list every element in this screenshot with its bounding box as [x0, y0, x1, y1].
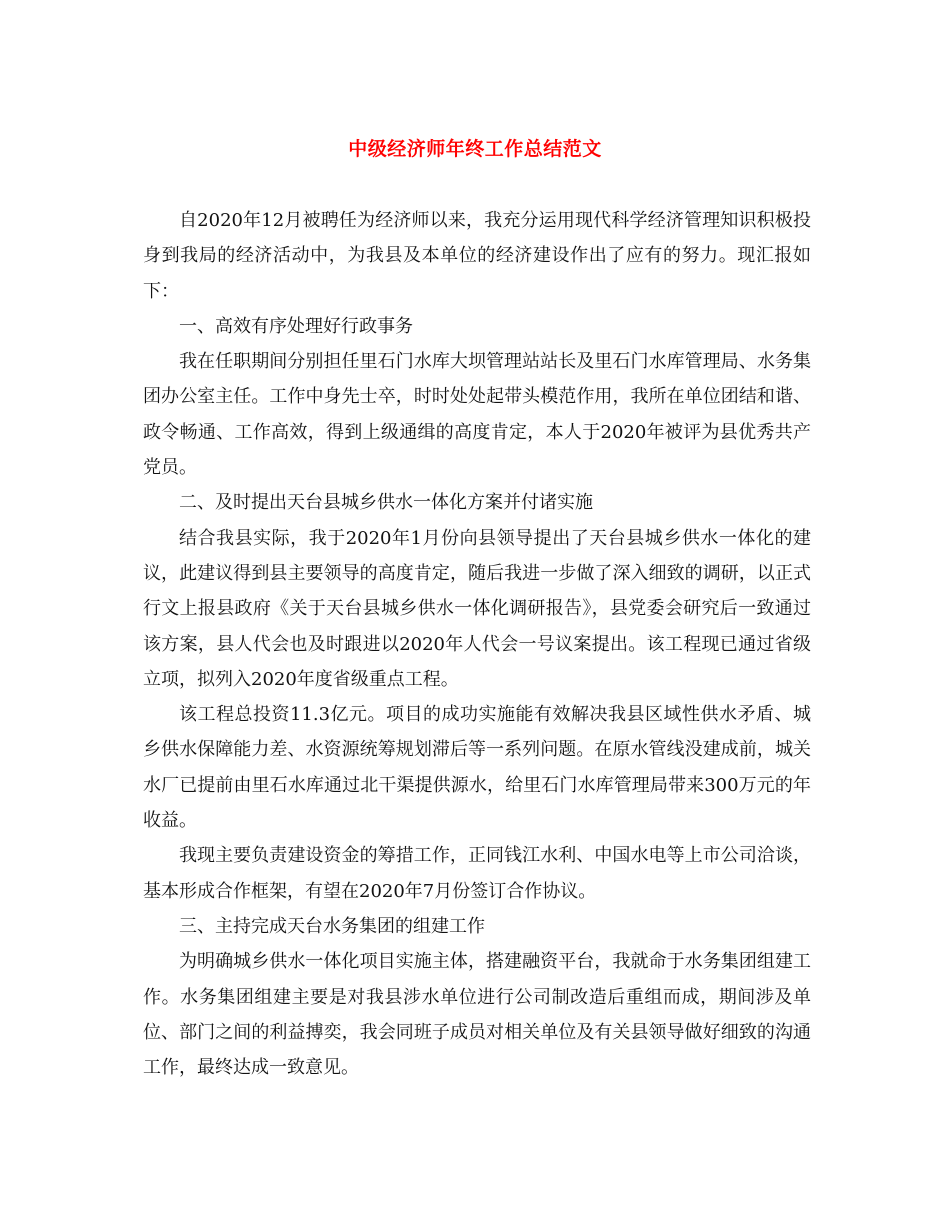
paragraph-section-2a: 结合我县实际，我于2020年1月份向县领导提出了天台县城乡供水一体化的建议，此建议得到县主要领导的高度肯定，随后我进一步做了深入细致的调研，以正式行文上报县政府《关于天台县城乡供水一体化调研报告》，县党委会研究后一致通过该方案，县人代会也及时跟进以2020年人代会一号议案提出。该工程现已通过省级立项，拟列入2020年度省级重点工程。: [143, 527, 811, 690]
section-heading-1: 一、高效有序处理好行政事务: [179, 315, 413, 337]
paragraph-section-3: 为明确城乡供水一体化项目实施主体，搭建融资平台，我就命于水务集团组建工作。水务集团组建主要是对我县涉水单位进行公司制改造后重组而成，期间涉及单位、部门之间的利益搏奕，我会同班子成员对相关单位及有关县领导做好细致的沟通工作，最终达成一致意见。: [143, 951, 811, 1079]
paragraph-section-1: 我在任职期间分别担任里石门水库大坝管理站站长及里石门水库管理局、水务集团办公室主任。工作中身先士卒，时时处处起带头模范作用，我所在单位团结和谐、政令畅通、工作高效，得到上级通缉的高度肯定，本人于2020年被评为县优秀共产党员。: [143, 351, 811, 479]
paragraph-section-2b: 该工程总投资11.3亿元。项目的成功实施能有效解决我县区域性供水矛盾、城乡供水保障能力差、水资源统筹规划滞后等一系列问题。在原水管线没建成前，城关水厂已提前由里石水库通过北干渠提供源水，给里石门水库管理局带来300万元的年收益。: [143, 704, 811, 832]
section-heading-3: 三、主持完成天台水务集团的组建工作: [179, 915, 485, 937]
section-heading-2: 二、及时提出天台县城乡供水一体化方案并付诸实施: [179, 492, 593, 514]
document-title: 中级经济师年终工作总结范文: [348, 138, 602, 160]
paragraph-intro: 自2020年12月被聘任为经济师以来，我充分运用现代科学经济管理知识积极投身到我局的经济活动中，为我县及本单位的经济建设作出了应有的努力。现汇报如下：: [143, 210, 811, 302]
document-body: [143, 203, 811, 1085]
paragraph-section-2c: 我现主要负责建设资金的筹措工作，正同钱江水利、中国水电等上市公司洽谈，基本形成合作框架，有望在2020年7月份签订合作协议。: [143, 845, 811, 902]
